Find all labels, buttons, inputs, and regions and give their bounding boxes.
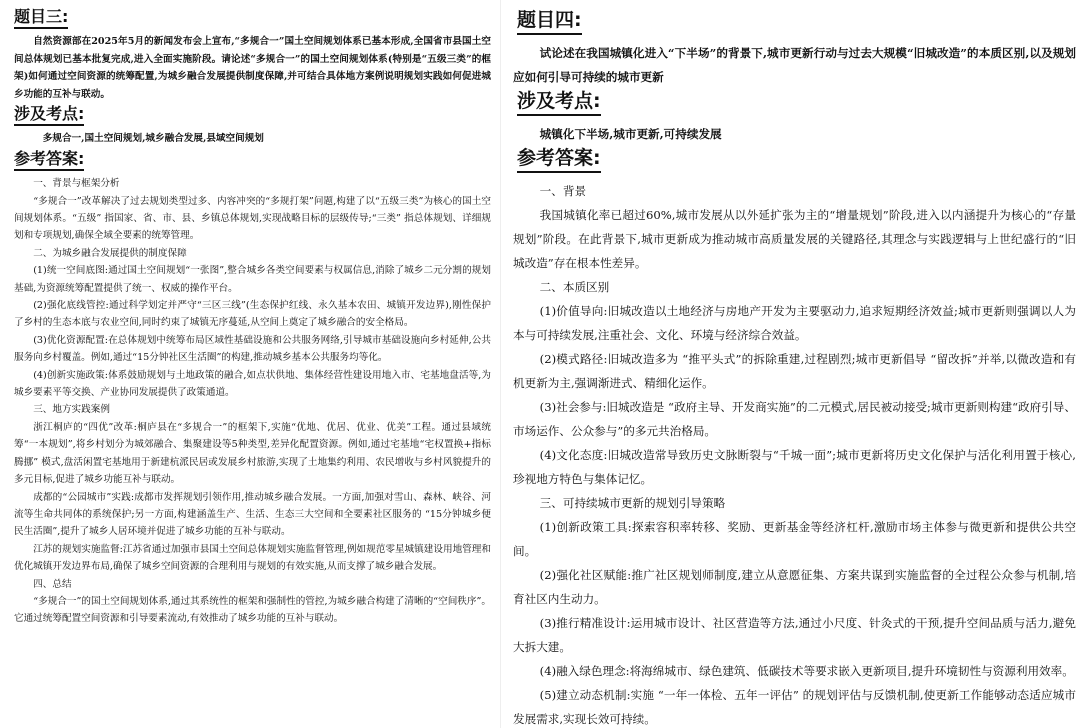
question-title: 题目四: <box>517 10 582 35</box>
answer-paragraph: (5)建立动态机制:实施 “一年一体检、五年一评估” 的规划评估与反馈机制,使更新工作能够动态适应城市发展需求,实现长效可持续。 <box>513 687 1076 726</box>
answer-body <box>14 175 491 628</box>
answer-paragraph: “多规合一”改革解决了过去规划类型过多、内容冲突的“多规打架”问题,构建了以“五级三类”为核心的国土空间规划体系。“五级” 指国家、省、市、县、乡镇总体规划,实现战略目标的层级传导;“三类” 指总体规划、详细规划和专项规划,确保全域全要素的统筹管理。 <box>14 195 491 242</box>
answer-paragraph: 成都的“公园城市”实践:成都市发挥规划引领作用,推动城乡融合发展。一方面,加强对雪山、森林、峡谷、河流等生命共同体的系统保护;另一方面,构建涵盖生产、生活、生态三大空间和全要素社区服务的 “15分钟城乡便民生活圈”,提升了城乡人居环境并促进了城乡功能的互补与联动。 <box>14 491 491 538</box>
answer-paragraph: (1)价值导向:旧城改造以土地经济与房地产开发为主要驱动力,追求短期经济效益;城市更新则强调以人为本与可持续发展,注重社会、文化、环境与经济综合效益。 <box>513 303 1076 342</box>
key-points-text: 多规合一,国土空间规划,城乡融合发展,县域空间规划 <box>42 133 264 145</box>
answer-paragraph: (3)社会参与:旧城改造是 “政府主导、开发商实施”的二元模式,居民被动接受;城市更新则构建“政府引导、市场运作、公众参与”的多元共治格局。 <box>513 399 1076 438</box>
section-heading: 一、背景与框架分析 <box>33 178 120 190</box>
section-heading: 一、背景 <box>539 183 587 198</box>
answer-paragraph: (4)融入绿色理念:将海绵城市、绿色建筑、低碳技术等要求嵌入更新项目,提升环境韧性与资源利用效率。 <box>539 663 1074 678</box>
answer-paragraph: (1)创新政策工具:探索容积率转移、奖励、更新基金等经济杠杆,激励市场主体参与微更新和提供公共空间。 <box>513 519 1076 558</box>
key-points-heading: 涉及考点: <box>517 91 601 116</box>
answer-paragraph: (1)统一空间底图:通过国土空间规划“一张图”,整合城乡各类空间要素与权属信息,消除了城乡二元分割的规划基础,为资源统筹配置提供了统一、权威的操作平台。 <box>14 265 491 294</box>
answer-paragraph: 我国城镇化率已超过60%,城市发展从以外延扩张为主的“增量规划”阶段,进入以内涵提升为核心的“存量规划”阶段。在此背景下,城市更新成为推动城市高质量发展的关键路径,其理念与实践逻辑与上世纪盛行的“旧城改造”存在根本性差异。 <box>513 207 1076 270</box>
section-heading: 三、地方实践案例 <box>33 404 110 416</box>
answer-paragraph: (4)创新实施政策:体系鼓励规划与土地政策的融合,如点状供地、集体经营性建设用地入市、宅基地盘活等,为城乡要素平等交换、产业协同发展提供了政策通道。 <box>14 369 491 399</box>
answer-heading: 参考答案: <box>517 148 601 173</box>
section-heading: 二、为城乡融合发展提供的制度保障 <box>33 247 187 259</box>
section-heading: 三、可持续城市更新的规划引导策略 <box>539 495 726 510</box>
answer-paragraph: (3)推行精准设计:运用城市设计、社区营造等方法,通过小尺度、针灸式的干预,提升空间品质与活力,避免大拆大建。 <box>513 615 1076 654</box>
answer-body <box>513 179 1076 728</box>
key-points-heading: 涉及考点: <box>14 105 84 126</box>
question-text: 自然资源部在2025年5月的新闻发布会上宣布,“多规合一”国土空间规划体系已基本形成,全国省市县国土空间总体规划已基本批复完成,进入全面实施阶段。请论述“多规合一”的国土空间规划体系(特别是“五级三类”的框架)如何通过空间资源的统筹配置,为城乡融合发展提供制度保障,并可结合具体地方案例说明规划实践如何促进城乡功能的互补与联动。 <box>14 36 491 100</box>
answer-paragraph: 江苏的规划实施监督:江苏省通过加强市县国土空间总体规划实施监督管理,例如规范零星城镇建设用地管理和优化城镇开发边界布局,确保了城乡空间资源的合理利用与规划的有效实施,从而支撑了城乡融合发展。 <box>14 543 491 573</box>
answer-paragraph: (4)文化态度:旧城改造常导致历史文脉断裂与“千城一面”;城市更新将历史文化保护与活化利用置于核心,珍视地方特色与集体记忆。 <box>513 447 1076 486</box>
answer-paragraph: 浙江桐庐的“四优”改革:桐庐县在“多规合一”的框架下,实施“优地、优居、优业、优美”工程。通过县域统筹“一本规划”,将乡村划分为城郊融合、集聚建设等5种类型,差异化配置资源。例如,通过宅基地“宅权置换+指标腾挪” 模式,盘活闲置宅基地用于新建杭派民居或发展乡村旅游,实现了土地集约利用、农民增收与乡村风貌提升的多元目标,促进了城乡功能互补与联动。 <box>14 421 491 486</box>
answer-paragraph: (2)强化社区赋能:推广社区规划师制度,建立从意愿征集、方案共谋到实施监督的全过程公众参与机制,培育社区内生动力。 <box>513 567 1076 606</box>
answer-paragraph: (2)强化底线管控:通过科学划定并严守“三区三线”(生态保护红线、永久基本农田、城镇开发边界),刚性保护了乡村的生态本底与农业空间,同时约束了城镇无序蔓延,从空间上奠定了城乡融合的安全格局。 <box>14 300 491 329</box>
right-column <box>505 0 1080 728</box>
key-points-text: 城镇化下半场,城市更新,可持续发展 <box>539 126 722 141</box>
answer-paragraph: “多规合一”的国土空间规划体系,通过其系统性的框架和强制性的管控,为城乡融合构建了清晰的“空间秩序”。它通过统筹配置空间资源和引导要素流动,有效推动了城乡功能的互补与联动。 <box>14 595 491 625</box>
answer-heading: 参考答案: <box>14 150 84 171</box>
answer-paragraph: (2)模式路径:旧城改造多为 “推平头式”的拆除重建,过程剧烈;城市更新倡导 “留改拆”并举,以微改造和有机更新为主,强调渐进式、精细化运作。 <box>513 351 1076 390</box>
column-divider <box>500 0 501 728</box>
question-text: 试论述在我国城镇化进入“下半场”的背景下,城市更新行动与过去大规模“旧城改造”的本质区别,以及规划应如何引导可持续的城市更新 <box>513 45 1076 84</box>
answer-paragraph: (3)优化资源配置:在总体规划中统筹布局区域性基础设施和公共服务网络,引导城市基础设施向乡村延伸,公共服务向乡村覆盖。例如,通过“15分钟社区生活圈”的构建,推动城乡基本公共服务均等化。 <box>14 334 491 364</box>
question-title: 题目三: <box>14 8 68 29</box>
section-heading: 四、总结 <box>33 578 72 590</box>
section-heading: 二、本质区别 <box>539 279 610 294</box>
left-column <box>0 0 497 728</box>
